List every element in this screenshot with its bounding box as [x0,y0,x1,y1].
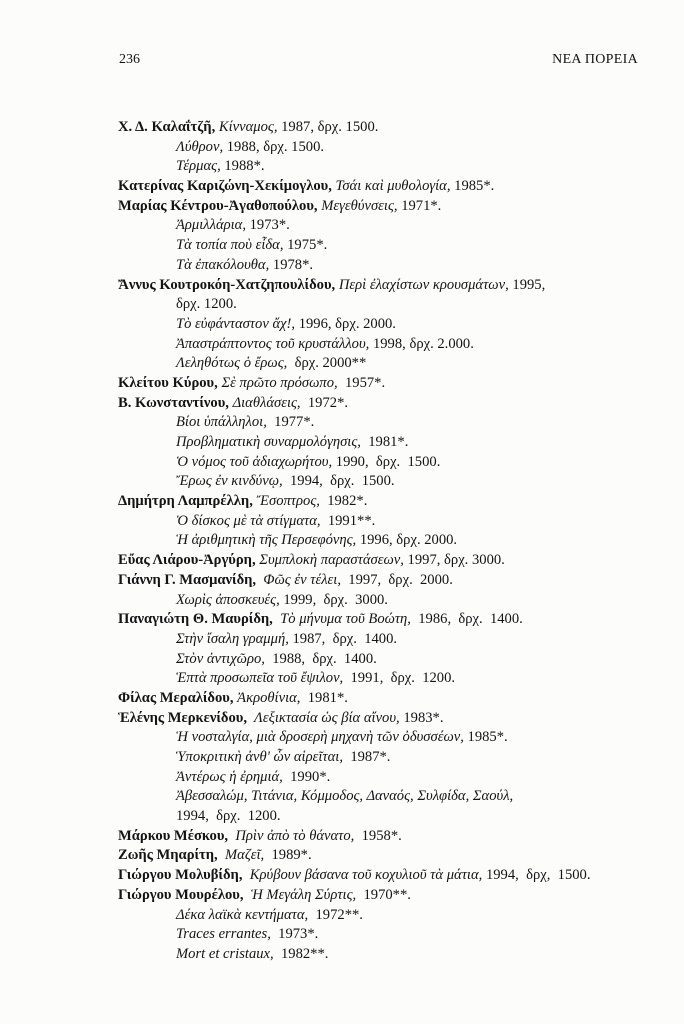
publication-details: 1994, δρχ. 1200. [176,808,281,825]
publication-details: 1990, δρχ. 1500. [332,453,441,470]
publication-details: 1983*. [399,709,444,726]
author-name: Κατερίνας Καριζώνη-Χεκίμογλου, [118,178,336,195]
work-title: Mort et cristaux, [176,945,274,962]
work-title: Τὸ μήνυμα τοῦ Βοώτη, [276,611,411,628]
entry-author-line [118,846,658,866]
publication-details: 1977*. [266,414,315,431]
author-name: Ἑλένης Μερκενίδου, [118,709,251,726]
work-title: Πρὶν ἀπὸ τὸ θάνατο, [231,827,355,844]
author-name: Δημήτρη Λαμπρέλλη, [118,493,257,510]
work-title: Τὰ ἐπακόλουθα, [176,256,270,273]
work-title: Λεληθότως ὁ ἔρως, [176,355,288,372]
entry-continuation-line [118,335,658,355]
author-name: Γιάννη Γ. Μασμανίδη, [118,571,260,588]
work-title: Ἀντέρως ἡ ἐρημιά, [176,768,283,785]
work-title: Ὑποκριτικὴ ἀνθ' ὧν αἱρεῖται, [176,749,344,765]
entry-continuation-line [118,906,658,926]
entry-continuation-line [118,354,658,374]
author-name: Κλείτου Κύρου, [118,374,222,391]
publication-details: 1958*. [354,827,402,844]
entry-author-line [118,492,658,512]
work-title: Συμπλοκὴ παραστάσεων, [259,552,404,569]
entry-author-line [118,689,658,709]
bibliography-list [118,118,658,965]
publication-details: 1986, δρχ. 1400. [410,611,523,628]
work-title: Ἡ Μεγάλη Σύρτις, [247,886,357,903]
entry-continuation-line [118,669,658,689]
author-name: Ζωῆς Μηαρίτη, [118,847,222,864]
publication-details: 1994, δρχ, 1500. [482,867,591,884]
author-name: Φίλας Μεραλίδου, [118,689,238,706]
work-title: Traces errantes, [176,926,271,943]
work-title: Ἔρως ἐν κινδύνῳ, [176,473,283,490]
entry-continuation-line [118,295,658,315]
entry-continuation-line [118,728,658,748]
entry-continuation-line [118,748,658,768]
publication-details: 1957*. [337,374,386,391]
entry-continuation-line [118,768,658,788]
running-title: ΝΕΑ ΠΟΡΕΙΑ [552,52,638,67]
publication-details: 1985*. [450,178,495,195]
entry-continuation-line [118,256,658,276]
work-title: Ἔσοπτρος, [256,493,320,510]
work-title: Ἀβεσσαλώμ, Τιτάνια, Κόμμοδος, Δαναός, Συλφίδα, Σαούλ, [176,788,514,805]
author-name: Γιώργου Μολυβίδη, [118,867,247,884]
entry-continuation-line [118,157,658,177]
publication-details: 1994, δρχ. 1500. [282,473,395,490]
entry-continuation-line [118,472,658,492]
publication-details: 1971*. [397,197,442,214]
publication-details: 1970**. [356,886,411,903]
publication-details: 1997, δρχ. 3000. [403,552,505,569]
work-title: Διαθλάσεις, [232,394,301,411]
entry-continuation-line [118,787,658,807]
author-name: Ἄννυς Κουτροκόη-Χατζηπουλίδου, [118,276,339,293]
publication-details: 1995, [508,276,546,293]
work-title: Τὸ εὐφάνταστον ἄχ!, [176,315,296,332]
publication-details: 1999, δρχ. 3000. [279,591,388,608]
work-title: Ἀρμιλλάρια, [176,217,246,234]
publication-details: 1988*. [220,158,265,175]
publication-details: 1982**. [273,945,329,962]
work-title: Σὲ πρῶτο πρόσωπο, [221,374,338,391]
work-title: Στὴν ἴσαλη γραμμή, [176,630,289,647]
author-name: Μαρίας Κέντρου-Ἀγαθοπούλου, [118,197,322,214]
author-name: Εὔας Λιάρου-Ἀργύρη, [118,552,260,569]
entry-continuation-line [118,945,658,965]
work-title: Τσάι καὶ μυθολογία, [335,178,451,195]
entry-continuation-line [118,925,658,945]
publication-details: 1988, δρχ. 1500. [223,138,325,155]
work-title: Βίοι ὑπάλληλοι, [176,414,267,431]
page-number: 236 [119,52,140,67]
publication-details: 1981*. [360,434,409,450]
publication-details: 1981*. [300,689,348,706]
entry-continuation-line [118,138,658,158]
entry-continuation-line [118,512,658,532]
entry-continuation-line [118,531,658,551]
entry-continuation-line [118,413,658,433]
work-title: Προβληματικὴ συναρμολόγησις, [176,434,361,450]
entry-author-line [118,374,658,394]
work-title: Χωρὶς ἀποσκευές, [176,591,280,608]
work-title: Μεγεθύνσεις, [321,197,398,214]
entry-author-line [118,177,658,197]
work-title: Ἀπαστράπτοντος τοῦ κρυστάλλου, [176,335,370,352]
work-title: Ὁ νόμος τοῦ ἀδιαχωρήτου, [176,453,333,470]
publication-details: δρχ. 2000** [287,355,367,372]
entry-continuation-line [118,315,658,335]
publication-details: 1989*. [264,847,312,864]
work-title: Περὶ ἐλαχίστων κρουσμάτων, [338,276,509,293]
publication-details: 1988, δρχ. 1400. [264,650,377,667]
entry-continuation-line [118,453,658,473]
entry-continuation-line [118,591,658,611]
publication-details: 1987*. [343,749,391,765]
entry-author-line [118,118,658,138]
entry-author-line [118,866,658,886]
entry-author-line [118,571,658,591]
publication-details: 1978*. [269,256,314,273]
entry-author-line [118,276,658,296]
entry-continuation-line [118,807,658,827]
publication-details: 1972**. [308,906,363,923]
entry-author-line [118,197,658,217]
work-title: Ἡ ἀριθμητικὴ τῆς Περσεφόνης, [176,532,357,549]
publication-details: 1991, δρχ. 1200. [343,670,456,687]
entry-continuation-line [118,650,658,670]
publication-details: 1996, δρχ. 2000. [356,532,458,549]
publication-details: 1998, δρχ. 2.000. [369,335,474,352]
author-name: Χ. Δ. Καλαΐτζῆ, [118,119,219,135]
work-title: Κίνναμος, [218,119,278,135]
work-title: Ἑπτὰ προσωπεῖα τοῦ ἔψιλον, [176,670,344,687]
entry-continuation-line [118,630,658,650]
author-name: Παναγιώτη Θ. Μαυρίδη, [118,611,277,628]
publication-details: 1987, δρχ. 1500. [277,119,379,135]
entry-author-line [118,551,658,571]
work-title: Τὰ τοπία ποὺ εἶδα, [176,237,284,254]
work-title: Τέρμας, [176,158,221,175]
work-title: Ἀκροθίνια, [237,689,301,706]
work-title: Μαζεῖ, [221,847,265,864]
publication-details: 1973*. [245,217,290,234]
publication-details: 1982*. [319,493,368,510]
publication-details: 1973*. [270,926,319,943]
work-title: Ἡ νοσταλγία, μιὰ δροσερὴ μηχανὴ τῶν ὀδυσσέων, [176,729,464,746]
work-title: Λεξικτασία ὡς βία αἴνου, [250,709,400,726]
entry-continuation-line [118,236,658,256]
publication-details: 1990*. [282,768,331,785]
publication-details: 1991**. [320,512,376,529]
work-title: Κρύβουν βάσανα τοῦ κοχυλιοῦ τὰ μάτια, [246,867,483,884]
entry-author-line [118,827,658,847]
publication-details: 1997, δρχ. 2000. [341,571,453,588]
author-name: Γιώργου Μουρέλου, [118,886,248,903]
publication-details: δρχ. 1200. [176,296,237,313]
publication-details: 1975*. [283,237,328,254]
publication-details: 1987, δρχ. 1400. [288,630,398,647]
author-name: Μάρκου Μέσκου, [118,827,232,844]
work-title: Λύθρον, [176,138,224,155]
work-title: Ὁ δίσκος μὲ τὰ στίγματα, [176,512,321,529]
entry-author-line [118,394,658,414]
entry-author-line [118,886,658,906]
author-name: Β. Κωνσταντίνου, [118,394,233,411]
work-title: Δέκα λαϊκὰ κεντήματα, [176,906,309,923]
entry-author-line [118,709,658,729]
work-title: Φῶς ἐν τέλει, [259,571,341,588]
entry-continuation-line [118,216,658,236]
publication-details: 1996, δρχ. 2000. [295,315,396,332]
entry-continuation-line [118,433,658,453]
publication-details: 1985*. [463,729,508,746]
publication-details: 1972*. [300,394,349,411]
work-title: Στὸν ἀντιχῶρο, [176,650,265,667]
entry-author-line [118,610,658,630]
